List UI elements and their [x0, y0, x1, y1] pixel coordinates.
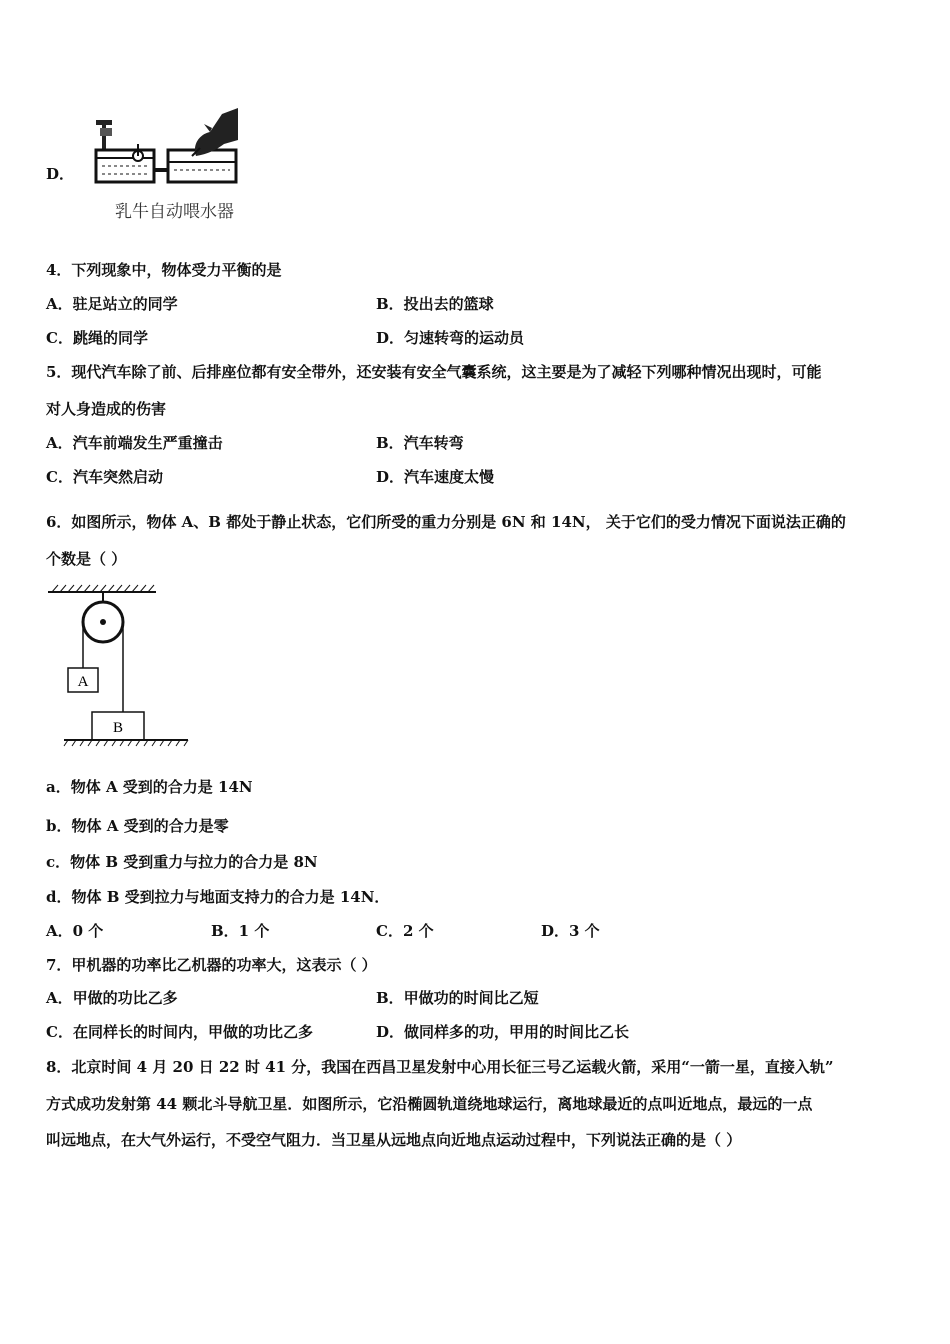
cow-water-feeder-drawing [92, 104, 242, 186]
q6-option-b: B．1 个 [211, 922, 270, 940]
q5-stem-line1: 5．现代汽车除了前、后排座位都有安全带外，还安装有安全气囊系统，这主要是为了减轻下列哪种情况出现时，可能 [46, 363, 822, 381]
q3-option-d-label: D． [46, 165, 75, 183]
q5-option-b: B．汽车转弯 [376, 434, 464, 452]
q6-statement-c: c．物体 B 受到重力与拉力的合力是 8N [46, 853, 318, 871]
pulley-drawing [46, 582, 196, 748]
q6-statement-a: a．物体 A 受到的合力是 14N [46, 778, 253, 796]
q4-option-a: A．驻足站立的同学 [46, 295, 178, 313]
q4-option-c: C．跳绳的同学 [46, 329, 148, 347]
block-b-label: B [112, 720, 124, 736]
q5-option-a: A．汽车前端发生严重撞击 [46, 434, 223, 452]
q6-option-c: C．2 个 [376, 922, 434, 940]
q4-option-d: D．匀速转弯的运动员 [376, 329, 525, 347]
q7-option-d: D．做同样多的功，甲用的时间比乙长 [376, 1023, 630, 1041]
q4-option-b: B．投出去的篮球 [376, 295, 494, 313]
q5-option-d: D．汽车速度太慢 [376, 468, 495, 486]
pulley-figure [46, 582, 196, 748]
q6-statement-b: b．物体 A 受到的合力是零 [46, 817, 229, 835]
q8-stem-line3: 叫远地点，在大气外运行，不受空气阻力．当卫星从远地点向近地点运动过程中，下列说法正确的是（ ） [46, 1131, 742, 1149]
q8-stem-line1: 8．北京时间 4 月 20 日 22 时 41 分，我国在西昌卫星发射中心用长征三号乙运载火箭，采用“一箭一星，直接入轨” [46, 1058, 834, 1076]
q6-statement-d: d．物体 B 受到拉力与地面支持力的合力是 14N． [46, 888, 390, 906]
q6-stem-line2: 个数是（ ） [46, 550, 127, 568]
q6-option-a: A．0 个 [46, 922, 104, 940]
q5-option-c: C．汽车突然启动 [46, 468, 163, 486]
q7-option-a: A．甲做的功比乙多 [46, 989, 178, 1007]
q6-option-d: D．3 个 [541, 922, 600, 940]
q4-stem: 4．下列现象中，物体受力平衡的是 [46, 261, 282, 279]
block-a-label: A [77, 674, 89, 690]
q7-option-b: B．甲做功的时间比乙短 [376, 989, 539, 1007]
cow-water-feeder-figure [92, 104, 242, 186]
q6-stem-line1: 6．如图所示，物体 A、B 都处于静止状态，它们所受的重力分别是 6N 和 14N， 关于它们的受力情况下面说法正确的 [46, 513, 846, 531]
q8-stem-line2: 方式成功发射第 44 颗北斗导航卫星．如图所示，它沿椭圆轨道绕地球运行，离地球最近的点叫近地点，最远的一点 [46, 1095, 813, 1113]
q7-stem: 7．甲机器的功率比乙机器的功率大，这表示（ ） [46, 956, 377, 974]
q7-option-c: C．在同样长的时间内，甲做的功比乙多 [46, 1023, 313, 1041]
q5-stem-line2: 对人身造成的伤害 [46, 400, 167, 418]
figure-caption: 乳牛自动喂水器 [115, 202, 234, 222]
